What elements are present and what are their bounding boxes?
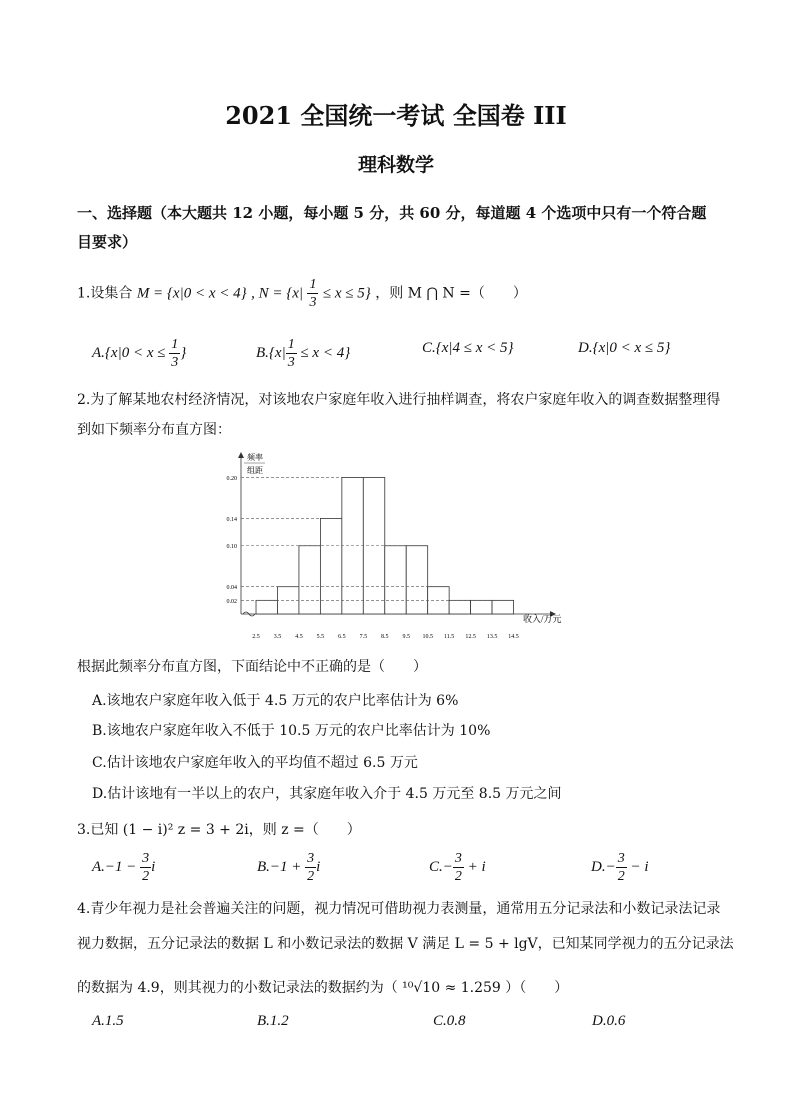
q1-option-a-post: }: [180, 344, 187, 361]
q3-option-b-pre: B.−1 +: [257, 858, 306, 875]
q2-option-d[interactable]: D.估计该地有一半以上的农户，其家庭年收入介于 4.5 万元至 8.5 万元之间: [92, 786, 562, 802]
q1-option-a-frac: [169, 336, 180, 371]
q3-option-d-num: 3: [617, 851, 625, 866]
q1-stem: [77, 276, 527, 311]
q1-option-a-num: 1: [171, 337, 179, 352]
q3-option-c-post: + i: [463, 858, 486, 875]
y-tick-label: 0.20: [226, 475, 237, 482]
histogram-bar: [471, 600, 492, 614]
y-tick-label: 0.10: [226, 544, 237, 551]
y-tick-label: 0.04: [226, 585, 237, 592]
q4-stem-line1: 4.青少年视力是社会普遍关注的问题，视力情况可借助视力表测量，通常用五分记录法和小数记录法记录: [77, 901, 721, 917]
q3-option-a-frac: [140, 850, 151, 885]
q2-option-c[interactable]: C.估计该地农户家庭年收入的平均值不超过 6.5 万元: [92, 755, 418, 771]
section-heading: 一、选择题（本大题共 12 小题，每小题 5 分，共 60 分，每道题 4 个选项中只有一个符合题目要求）: [77, 204, 707, 251]
frequency-histogram: [205, 445, 585, 650]
q3-option-a-post: i: [151, 858, 156, 875]
histogram-bar: [406, 546, 427, 614]
x-tick-label: 9.5: [402, 634, 410, 640]
histogram-bar: [385, 546, 406, 614]
q3-option-c[interactable]: [429, 850, 486, 885]
q3-option-c-num: 3: [454, 851, 462, 866]
q1-option-c[interactable]: C.{x|4 ≤ x < 5}: [422, 340, 514, 356]
q3-option-d-pre: D.−: [591, 858, 616, 875]
q1-option-b-frac: [286, 336, 297, 371]
x-tick-label: 3.5: [273, 634, 282, 640]
x-tick-label: 12.5: [465, 634, 476, 640]
q4-option-c[interactable]: C.0.8: [433, 1013, 466, 1029]
exam-title: 2021 全国统一考试 全国卷 III: [225, 101, 567, 130]
q4-option-a[interactable]: A.1.5: [92, 1013, 124, 1029]
y-axis-arrow: [238, 452, 244, 458]
histogram-bar: [320, 518, 341, 614]
x-tick-label: 5.5: [316, 634, 325, 640]
histogram-bar: [492, 600, 513, 614]
q3-option-b-post: i: [316, 858, 321, 875]
q1-set-n-frac: [307, 276, 318, 311]
q1-set-n-pre: , N = {x|: [251, 285, 303, 302]
q1-option-b[interactable]: [256, 336, 350, 371]
q3-option-b-den: 2: [307, 869, 315, 884]
y-axis-label-bottom: 组距: [247, 466, 263, 475]
histogram-bar: [449, 600, 470, 614]
q2-stem-line2: 到如下频率分布直方图：: [77, 422, 231, 438]
q3-option-b-num: 3: [307, 851, 315, 866]
q1-tail: ，则 M ⋂ N =（ ）: [375, 285, 527, 302]
q3-option-d-den: 2: [617, 869, 625, 884]
q1-option-a-den: 3: [171, 355, 179, 370]
x-tick-label: 2.5: [252, 634, 260, 640]
q1-option-b-pre: B.{x|: [256, 344, 286, 361]
x-tick-label: 6.5: [338, 634, 346, 640]
y-tick-label: 0.02: [226, 598, 237, 605]
q1-option-a-pre: A.{x|0 < x ≤: [92, 344, 170, 361]
x-tick-label: 4.5: [295, 634, 303, 640]
q1-set-n-den: 3: [309, 295, 317, 310]
x-tick-label: 13.5: [486, 634, 498, 640]
q1-set-m: M = {x|0 < x < 4}: [136, 285, 247, 302]
y-tick-label: 0.14: [226, 516, 237, 523]
q1-option-d[interactable]: D.{x|0 < x ≤ 5}: [578, 340, 671, 356]
q3-option-c-frac: [453, 850, 464, 885]
q3-option-a-den: 2: [142, 869, 150, 884]
x-tick-label: 10.5: [422, 634, 433, 640]
x-tick-label: 11.5: [444, 634, 455, 640]
x-tick-label: 7.5: [359, 634, 368, 640]
q1-prefix: 1.设集合: [77, 285, 133, 302]
q4-option-d[interactable]: D.0.6: [592, 1013, 626, 1029]
q1-option-a[interactable]: [92, 336, 186, 371]
q2-question: 根据此频率分布直方图，下面结论中不正确的是（ ）: [77, 659, 427, 675]
q3-option-d[interactable]: [591, 850, 649, 885]
q3-option-b[interactable]: [257, 850, 320, 885]
q1-option-b-num: 1: [287, 337, 295, 352]
x-tick-label: 8.5: [381, 634, 389, 640]
q4-stem-line2: 视力数据，五分记录法的数据 L 和小数记录法的数据 V 满足 L = 5 + lgV，已知某同学视力的五分记录法: [77, 936, 734, 952]
histogram-bar: [299, 546, 320, 614]
q3-option-b-frac: [305, 850, 316, 885]
x-tick-label: 14.5: [508, 634, 519, 640]
y-axis-label-top: 频率: [247, 453, 263, 462]
q3-stem: 3.已知 (1 − i)² z = 3 + 2i，则 z =（ ）: [77, 822, 361, 838]
q3-option-a-pre: A.−1 −: [92, 858, 141, 875]
q1-set-n-post: ≤ x ≤ 5}: [322, 285, 371, 302]
q3-option-a-num: 3: [142, 851, 150, 866]
histogram-bar: [256, 600, 277, 614]
q2-option-a[interactable]: A.该地农户家庭年收入低于 4.5 万元的农户比率估计为 6%: [92, 693, 459, 709]
q3-option-c-den: 2: [454, 869, 462, 884]
q3-option-c-pre: C.−: [429, 858, 453, 875]
q1-set-n-num: 1: [309, 277, 317, 292]
q3-option-a[interactable]: [92, 850, 155, 885]
q2-stem-line1: 2.为了解某地农村经济情况，对该地农户家庭年收入进行抽样调查，将农户家庭年收入的调查数据整理得: [77, 392, 721, 408]
q3-option-d-frac: [616, 850, 627, 885]
q4-stem-line3: 的数据为 4.9，则其视力的小数记录法的数据约为（ ¹⁰√10 ≈ 1.259 ）（ ）: [77, 980, 569, 996]
q4-option-b[interactable]: B.1.2: [257, 1013, 289, 1029]
q1-option-b-post: ≤ x < 4}: [296, 344, 351, 361]
exam-subtitle: 理科数学: [357, 154, 434, 176]
q3-option-d-post: − i: [626, 858, 649, 875]
x-axis-label: 收入/万元: [523, 614, 562, 624]
q1-option-b-den: 3: [287, 355, 295, 370]
q2-option-b[interactable]: B.该地农户家庭年收入不低于 10.5 万元的农户比率估计为 10%: [92, 723, 491, 739]
